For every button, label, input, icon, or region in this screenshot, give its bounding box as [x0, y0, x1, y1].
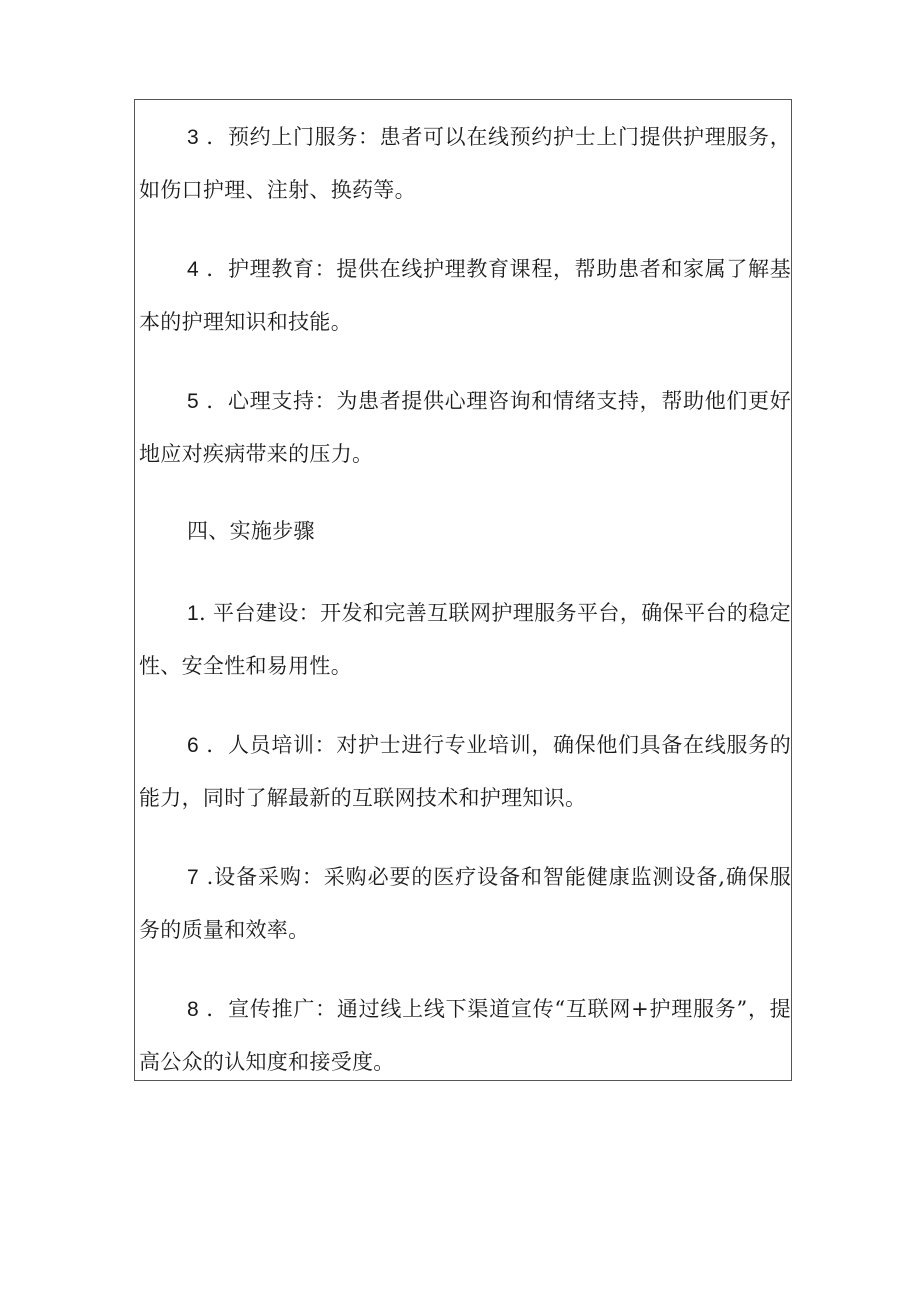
item-number: 1: [187, 602, 199, 625]
item-number: 5: [187, 390, 199, 413]
item-number: 8: [187, 998, 199, 1021]
item-text: .设备采购：采购必要的医疗设备和智能健康监测设备,确保服务的质量和效率。: [139, 865, 791, 942]
item-number: 4: [187, 258, 199, 281]
item-number: 3: [187, 126, 199, 149]
section-heading: 四、实施步骤: [187, 519, 315, 543]
paragraph-item-5: [139, 375, 791, 480]
step-item-7: [139, 851, 791, 956]
item-text: . 平台建设：开发和完善互联网护理服务平台，确保平台的稳定性、安全性和易用性。: [139, 601, 791, 678]
document-frame: [134, 99, 792, 1081]
step-item-6: [139, 719, 791, 824]
item-text: ．人员培训：对护士进行专业培训，确保他们具备在线服务的能力，同时了解最新的互联网技术和护理知识。: [139, 733, 791, 810]
item-number: 7: [187, 866, 199, 889]
item-number: 6: [187, 734, 199, 757]
item-text: ．护理教育：提供在线护理教育课程，帮助患者和家属了解基本的护理知识和技能。: [139, 257, 791, 334]
item-text: ．宣传推广：通过线上线下渠道宣传“互联网+护理服务”，提高公众的认知度和接受度。: [139, 997, 791, 1074]
step-item-8: [139, 983, 791, 1088]
paragraph-item-4: [139, 243, 791, 348]
item-text: ．预约上门服务：患者可以在线预约护士上门提供护理服务，如伤口护理、注射、换药等。: [139, 125, 791, 202]
item-text: ．心理支持：为患者提供心理咨询和情绪支持，帮助他们更好地应对疾病带来的压力。: [139, 389, 791, 466]
step-item-1: [139, 587, 791, 692]
paragraph-item-3: [139, 111, 791, 216]
